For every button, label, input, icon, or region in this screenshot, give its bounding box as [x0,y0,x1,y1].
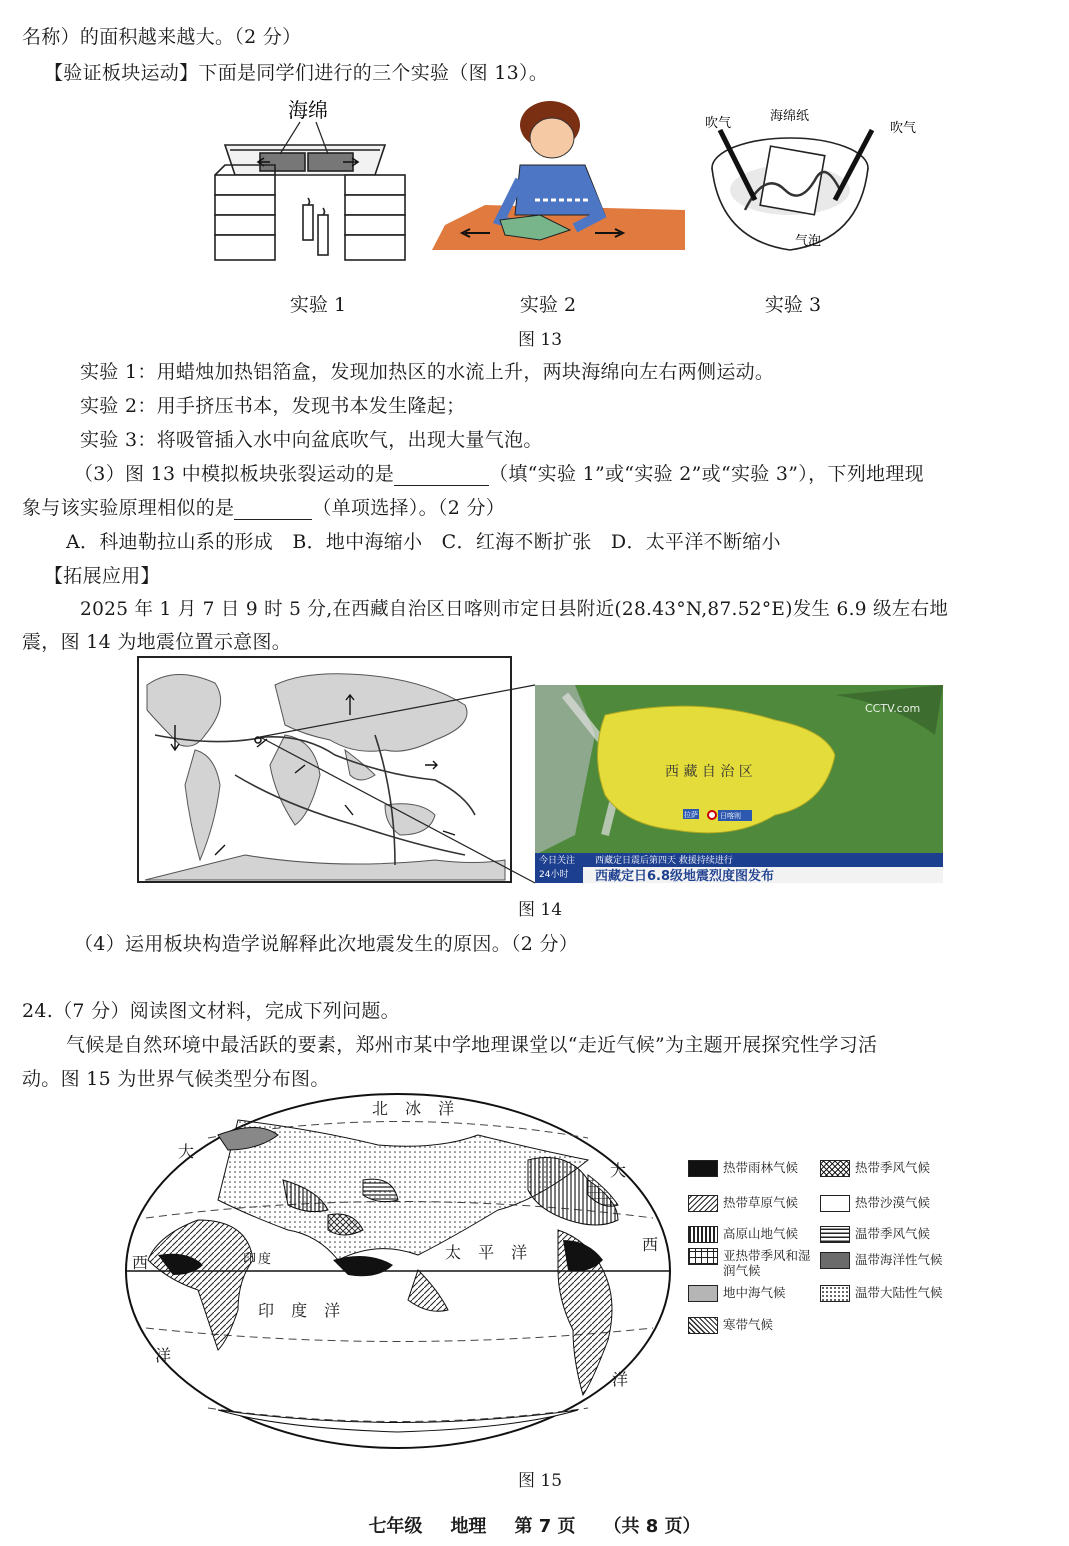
footer-grade: 七年级 [368,1516,423,1537]
footer-total: （共 8 页） [603,1516,701,1537]
page-footer [0,1512,1069,1538]
q3-text-d: （单项选择）。（2 分） [312,497,506,519]
footer-page: 第 7 页 [514,1516,576,1537]
experiment-2-illustration [432,101,685,250]
legend-swatch [820,1252,850,1269]
bubble-label: 气泡 [795,234,822,249]
legend-item: 热带沙漠气候 [820,1193,930,1212]
ticker-headline: 西藏定日6.8级地震烈度图发布 [595,869,775,884]
legend-item: 温带大陆性气候 [820,1283,943,1302]
legend-swatch [688,1226,718,1243]
question-3-line-1 [74,459,924,486]
sponge-paper-label: 海绵纸 [770,109,810,124]
climate-intro-1: 气候是自然环境中最活跃的要素，郑州市某中学地理课堂以“走近气候”为主题开展探究性学习活 [66,1034,878,1056]
experiment-1-illustration [215,145,405,260]
legend-swatch [688,1195,718,1212]
label-atlantic-right-2: 西 [642,1235,665,1254]
legend-item: 热带季风气候 [820,1158,930,1177]
climate-intro-2: 动。图 15 为世界气候类型分布图。 [22,1068,330,1090]
question-24-heading: 24.（7 分）阅读图文材料，完成下列问题。 [22,1000,400,1022]
figure-15-caption: 图 15 [517,1471,563,1491]
experiment-1-text: 实验 1：用蜡烛加热铝箔盒，发现加热区的水流上升，两块海绵向左右两侧运动。 [80,361,775,383]
legend-item: 寒带气候 [688,1315,773,1334]
legend-swatch [688,1285,718,1302]
legend-item: 地中海气候 [688,1283,786,1302]
legend-item: 温带季风气候 [820,1224,930,1243]
label-pacific-ocean: 太 平 洋 [445,1243,534,1262]
footer-subject: 地理 [450,1516,487,1537]
legend-swatch [820,1285,850,1302]
legend-swatch [820,1160,850,1177]
legend-swatch [820,1226,850,1243]
earthquake-text-1: 2025 年 1 月 7 日 9 时 5 分,在西藏自治区日喀则市定日县附近(28.43°N,87.52°E)发生 6.9 级左右地 [80,599,949,620]
figure-13-caption: 图 13 [517,330,563,350]
cctv-logo: CCTV.com [865,702,921,715]
experiment-2-text: 实验 2：用手挤压书本，发现书本发生隆起； [80,395,466,417]
blow-label-right: 吹气 [890,121,917,136]
legend-item: 亚热带季风和湿润气候 [688,1248,813,1278]
label-atlantic-left-3: 洋 [155,1346,178,1365]
legend-item: 热带雨林气候 [688,1158,798,1177]
tibet-region-label: 西 藏 自 治 区 [665,764,753,780]
legend-swatch [820,1195,850,1212]
label-india: 印度 [243,1252,274,1267]
legend-swatch [688,1317,718,1334]
figure-13 [200,90,917,280]
exp2-label: 实验 2 [519,294,577,316]
ticker-tag-1: 今日关注 [539,856,576,866]
question-3-line-2 [22,493,505,520]
ticker-tag-2: 24小时 [539,870,569,880]
figure-14 [135,655,950,887]
legend-swatch [688,1160,718,1177]
epicenter-label: 日喀则 [720,812,741,820]
lhasa-label: 拉萨 [684,811,698,819]
ticker-subline: 西藏定日震后第四天 救援持续进行 [595,856,733,866]
earthquake-text-2: 震，图 14 为地震位置示意图。 [22,631,292,653]
label-atlantic-left-1: 大 [178,1142,201,1161]
question-3-options: A．科迪勒拉山系的形成 B．地中海缩小 C．红海不断扩张 D．太平洋不断缩小 [66,531,781,553]
legend-item: 高原山地气候 [688,1224,798,1243]
legend-item: 热带草原气候 [688,1193,798,1212]
section-heading-expand: 【拓展应用】 [44,565,160,587]
question-4: （4）运用板块构造学说解释此次地震发生的原因。（2 分） [74,933,579,955]
legend-swatch [688,1248,718,1265]
experiment-3-text: 实验 3：将吸管插入水中向盆底吹气，出现大量气泡。 [80,429,543,451]
label-atlantic-right-1: 大 [610,1161,633,1180]
figure-14-caption: 图 14 [517,900,563,920]
q3-text-c: 象与该实验原理相似的是 [22,497,235,519]
q3-text-b: （填“实验 1”或“实验 2”或“实验 3”），下列地理现 [489,463,924,485]
figure-15-climate-map [118,1090,678,1452]
blow-label-left: 吹气 [705,116,732,131]
experiment-3-illustration [712,130,872,250]
answer-blank-2[interactable] [234,497,312,520]
exp3-label: 实验 3 [764,294,822,316]
label-atlantic-right-3: 洋 [612,1370,635,1389]
text-line-1: 名称）的面积越来越大。（2 分） [22,26,302,48]
label-atlantic-left-2: 西 [132,1253,155,1272]
exp1-label: 实验 1 [289,294,347,316]
q3-text-a: （3）图 13 中模拟板块张裂运动的是 [74,463,395,485]
legend-item: 温带海洋性气候 [820,1250,943,1269]
sponge-label: 海绵 [288,98,328,122]
world-plate-map [138,657,511,882]
answer-blank-1[interactable] [394,463,489,486]
section-heading-verify: 【验证板块运动】下面是同学们进行的三个实验（图 13）。 [44,62,549,84]
label-indian-ocean: 印 度 洋 [258,1301,347,1320]
label-arctic-ocean: 北 冰 洋 [372,1099,461,1118]
